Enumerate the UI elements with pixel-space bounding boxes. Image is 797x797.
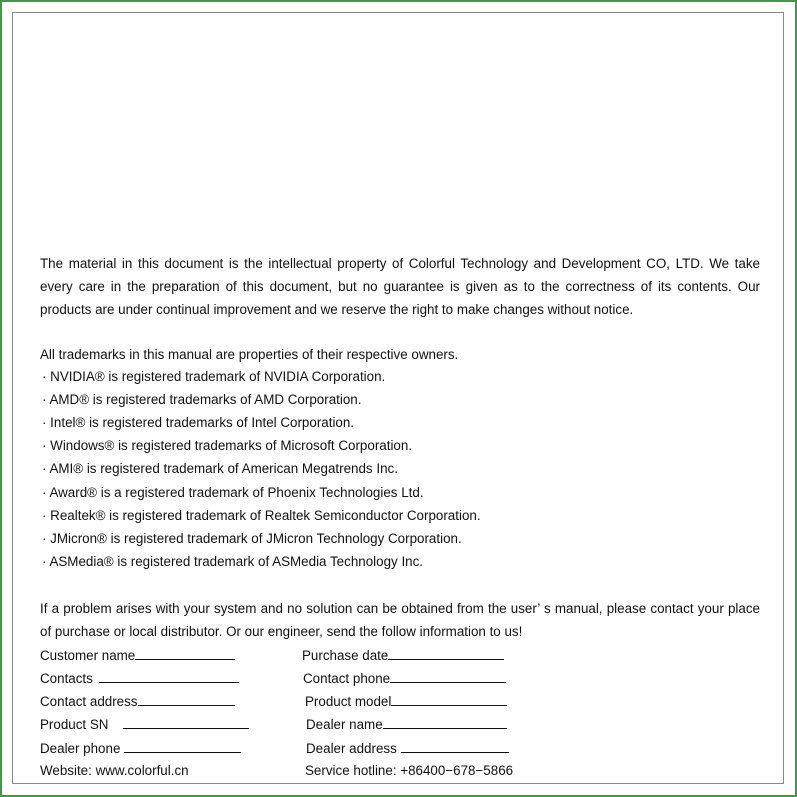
product-sn-line xyxy=(123,714,249,729)
contact-address-field xyxy=(40,691,235,712)
purchase-date-field xyxy=(302,645,504,666)
product-model-label: Product model xyxy=(305,694,392,709)
contact-phone-line xyxy=(390,668,506,683)
dealer-name-label: Dealer name xyxy=(306,717,383,732)
trademark-item: · Windows® is registered trademarks of Microsoft Corporation. xyxy=(42,438,413,453)
trademark-item: · Intel® is registered trademarks of Intel Corporation. xyxy=(42,415,355,430)
dealer-address-label: Dealer address xyxy=(306,741,397,756)
product-model-line xyxy=(391,691,507,706)
contact-address-line xyxy=(138,691,235,706)
service-hotline-text: Service hotline: +86400−678−5866 xyxy=(305,763,514,778)
contacts-field xyxy=(40,668,239,689)
product-model-field xyxy=(305,691,507,712)
dealer-address-field xyxy=(306,738,509,759)
contacts-label: Contacts xyxy=(40,671,93,686)
dealer-address-line xyxy=(401,738,509,753)
dealer-phone-field xyxy=(40,738,241,759)
trademark-item: · JMicron® is registered trademark of JMicron Technology Corporation. xyxy=(42,531,462,546)
customer-name-line xyxy=(135,645,235,660)
trademarks-heading: All trademarks in this manual are properties of their respective owners. xyxy=(40,347,459,362)
product-sn-field xyxy=(40,714,249,735)
dealer-phone-line xyxy=(124,738,241,753)
customer-name-label: Customer name xyxy=(40,648,136,663)
dealer-name-field xyxy=(306,714,507,735)
trademark-item: · ASMedia® is registered trademark of ASMedia Technology Inc. xyxy=(42,554,424,569)
trademark-item: · AMI® is registered trademark of American Megatrends Inc. xyxy=(42,461,398,476)
contact-phone-field xyxy=(303,668,506,689)
customer-name-field xyxy=(40,645,235,666)
product-sn-label: Product SN xyxy=(40,717,109,732)
contacts-line xyxy=(99,668,239,683)
purchase-date-line xyxy=(388,645,504,660)
trademark-item: · AMD® is registered trademarks of AMD Corporation. xyxy=(42,392,362,407)
trademark-item: · NVIDIA® is registered trademark of NVIDIA Corporation. xyxy=(42,369,386,384)
dealer-name-line xyxy=(383,714,507,729)
purchase-date-label: Purchase date xyxy=(302,648,389,663)
contact-address-label: Contact address xyxy=(40,694,138,709)
trademark-item: · Realtek® is registered trademark of Realtek Semiconductor Corporation. xyxy=(42,508,481,523)
website-text: Website: www.colorful.cn xyxy=(40,763,189,778)
dealer-phone-label: Dealer phone xyxy=(40,741,121,756)
intro-paragraph: The material in this document is the intellectual property of Colorful Technology and Development CO, LTD. We take every care in the preparation of this document, but no guarantee is given as to the correctness of its contents. Our products are under continual improvement and we reserve the right to make changes without notice. xyxy=(40,256,760,318)
contact-phone-label: Contact phone xyxy=(303,671,391,686)
trademark-item: · Award® is a registered trademark of Phoenix Technologies Ltd. xyxy=(42,485,424,500)
problem-paragraph: If a problem arises with your system and no solution can be obtained from the user’ s manual, please contact your place of purchase or local distributor. Or our engineer, send the follow information to us! xyxy=(40,601,760,640)
